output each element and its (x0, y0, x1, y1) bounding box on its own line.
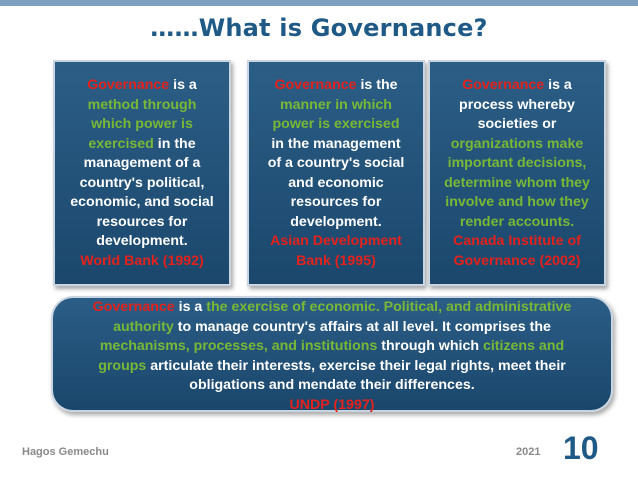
text-segment: through which (377, 338, 483, 354)
text-segment: Asian Development (270, 233, 402, 249)
text-line (255, 252, 417, 272)
text-segment: is a (169, 77, 197, 93)
text-line (436, 213, 598, 233)
text-line (255, 154, 417, 174)
text-segment: citizens and (482, 338, 565, 354)
text-segment: Governance (2002) (453, 252, 581, 269)
text-line (61, 213, 223, 233)
text-line (436, 232, 598, 252)
text-segment: articulate their interests, exercise their legal rights, meet their (146, 357, 566, 374)
text-segment: Governance (92, 299, 175, 315)
text-segment: UNDP (1997) (289, 396, 375, 413)
text-line (436, 135, 598, 155)
text-segment: method through (87, 96, 197, 113)
text-segment: authority (113, 318, 174, 335)
text-line (255, 96, 417, 116)
text-line (436, 96, 598, 116)
text-line (255, 193, 417, 213)
page-number: 10 (563, 430, 599, 466)
text-line (255, 135, 417, 155)
text-segment: Governance (87, 77, 170, 93)
text-segment: and economic (288, 174, 384, 191)
definition-box-canada-institute (428, 60, 606, 286)
text-line (61, 115, 223, 135)
text-line (255, 76, 417, 96)
text-segment: obligations and mendate their differences. (189, 377, 475, 393)
text-line (61, 357, 603, 377)
text-segment: is a (174, 299, 207, 315)
text-segment: the exercise of economic. Political, and administrative (206, 299, 572, 315)
text-segment: mechanisms, processes, and institutions (99, 338, 378, 354)
text-segment: Canada Institute of (453, 233, 581, 249)
text-segment: organizations make (450, 135, 584, 152)
text-segment: which power is (91, 116, 193, 132)
text-line (61, 76, 223, 96)
text-segment: Governance (274, 77, 357, 93)
text-line (61, 96, 223, 116)
text-segment: in the (153, 135, 196, 152)
text-segment: development. (96, 233, 188, 249)
top-band (0, 0, 638, 6)
footer-year: 2021 (516, 446, 541, 458)
text-segment: country's political, (79, 174, 205, 191)
text-line (61, 193, 223, 213)
definition-box-world-bank (53, 60, 231, 286)
text-segment: Bank (1995) (296, 252, 376, 269)
text-segment: process whereby (459, 96, 575, 113)
definition-box-asian-development-bank (247, 60, 425, 286)
text-segment: exercised (88, 135, 154, 152)
text-segment: resources for (290, 194, 382, 210)
text-line (255, 115, 417, 135)
text-segment: groups (98, 357, 147, 374)
text-segment: power is exercised (272, 116, 400, 132)
text-segment: development. (290, 213, 382, 230)
text-line (255, 174, 417, 194)
text-line (436, 154, 598, 174)
text-segment: economic, and social (70, 194, 214, 210)
text-line (61, 337, 603, 357)
text-line (61, 298, 603, 318)
footer-author: Hagos Gemechu (22, 446, 109, 458)
text-segment: of a country's social (267, 155, 405, 171)
text-line (61, 135, 223, 155)
text-line (61, 252, 223, 272)
text-segment: World Bank (1992) (80, 252, 204, 269)
text-line (61, 174, 223, 194)
text-segment: resources for (96, 213, 188, 230)
text-segment: management of a (83, 155, 201, 171)
text-segment: in the management (271, 135, 401, 152)
text-line (61, 318, 603, 338)
text-line (61, 154, 223, 174)
text-segment: is a (544, 77, 572, 93)
text-line (436, 252, 598, 272)
text-line (61, 396, 603, 416)
text-line (255, 232, 417, 252)
text-segment: to manage country's affairs at all level. It comprises the (173, 318, 551, 335)
text-line (255, 213, 417, 233)
text-segment: render accounts. (459, 213, 575, 230)
text-line (436, 193, 598, 213)
text-line (61, 232, 223, 252)
slide-title: ……What is Governance? (150, 14, 488, 42)
text-segment: important decisions, (447, 155, 587, 171)
text-segment: is the (356, 77, 398, 93)
text-segment: involve and how they (445, 194, 589, 210)
text-segment: societies or (477, 116, 557, 132)
text-segment: manner in which (280, 96, 392, 113)
text-segment: Governance (462, 77, 545, 93)
text-line (436, 174, 598, 194)
text-line (436, 115, 598, 135)
text-segment: determine whom they (444, 174, 590, 191)
text-line (436, 76, 598, 96)
text-line (61, 376, 603, 396)
definition-box-undp (51, 296, 613, 412)
